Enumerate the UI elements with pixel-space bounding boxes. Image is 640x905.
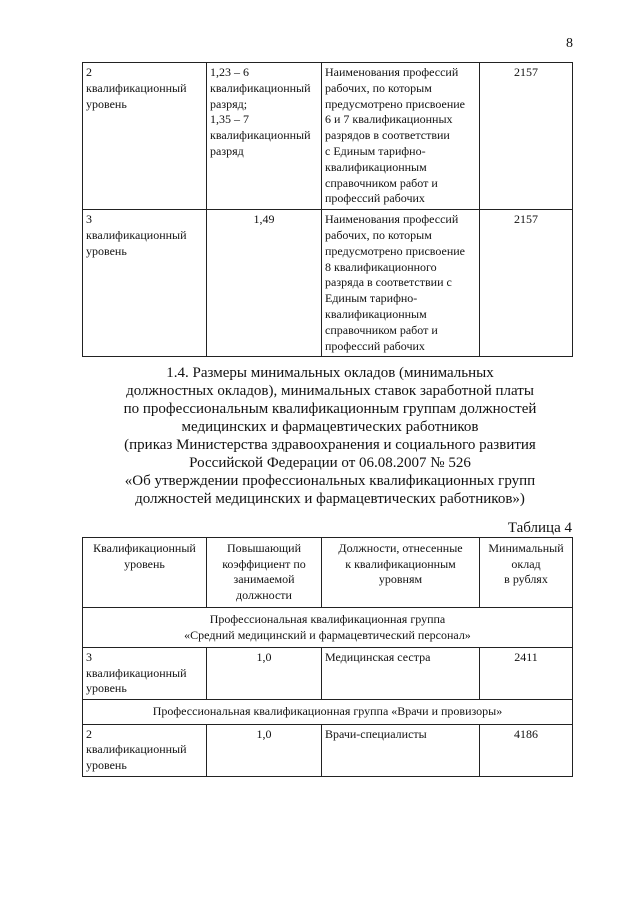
coefficient-cell: 1,0	[207, 724, 322, 776]
position-cell: Врачи-специалисты	[322, 724, 480, 776]
group-row	[83, 608, 573, 648]
group-title	[83, 608, 573, 648]
cell-line: квалификационный	[210, 128, 311, 143]
cell-line: квалификационный	[86, 227, 187, 242]
group-title-line: Профессиональная квалификационная группа «Врачи и провизоры»	[152, 704, 503, 719]
header-salary	[480, 538, 573, 608]
header-line: Квалификационный	[93, 541, 196, 555]
cell-line: уровень	[86, 96, 127, 111]
cell-line: 3	[86, 650, 92, 665]
header-positions	[322, 538, 480, 608]
table-4	[82, 537, 573, 777]
cell-line: 8 квалификационного	[325, 259, 437, 274]
heading-line: должностных окладов), минимальных ставок заработной платы	[126, 383, 534, 399]
table-row	[83, 63, 573, 210]
level-cell	[83, 724, 207, 776]
cell-line: уровень	[86, 681, 127, 696]
cell-line: уровень	[86, 243, 127, 258]
positions-cell	[322, 63, 480, 210]
header-coefficient	[207, 538, 322, 608]
level-cell	[83, 63, 207, 210]
cell-line: квалификационным	[325, 306, 427, 321]
cell-line: квалификационный	[210, 80, 311, 95]
cell-line: Наименования профессий	[325, 212, 459, 227]
cell-line: предусмотрено присвоение	[325, 243, 465, 258]
salary-cell: 2157	[480, 63, 573, 210]
group-title	[83, 700, 573, 725]
group-row	[83, 700, 573, 725]
cell-line: разрядов в соответствии	[325, 128, 450, 143]
coefficient-cell: 1,49	[207, 210, 322, 357]
heading-line: по профессиональным квалификационным группам должностей	[123, 401, 537, 417]
cell-line: рабочих, по которым	[325, 80, 432, 95]
qualification-table-continued	[82, 62, 573, 357]
cell-line: разряд	[210, 143, 244, 158]
header-level	[83, 538, 207, 608]
header-line: занимаемой	[233, 572, 295, 587]
cell-line: предусмотрено присвоение	[325, 96, 465, 111]
header-line: оклад	[511, 556, 541, 571]
header-line: Должности, отнесенные	[338, 541, 463, 555]
cell-line: профессий рабочих	[325, 191, 425, 206]
cell-line: квалификационным	[325, 159, 427, 174]
position-cell: Медицинская сестра	[322, 648, 480, 700]
cell-line: квалификационный	[86, 742, 187, 757]
salary-cell: 2157	[480, 210, 573, 357]
salary-cell: 4186	[480, 724, 573, 776]
heading-line: должностей медицинских и фармацевтических работников»)	[135, 491, 525, 507]
group-title-line: Профессиональная квалификационная группа	[209, 612, 446, 626]
header-line: уровень	[124, 556, 165, 571]
table-row	[83, 648, 573, 700]
cell-line: 2	[86, 65, 92, 79]
header-line: Минимальный	[488, 541, 564, 555]
coefficient-cell	[207, 63, 322, 210]
cell-line: Наименования профессий	[325, 65, 459, 79]
heading-line: 1.4. Размеры минимальных окладов (минимальных	[166, 365, 494, 381]
level-cell	[83, 210, 207, 357]
cell-line: квалификационный	[86, 665, 187, 680]
header-line: коэффициент по	[222, 556, 306, 571]
salary-cell: 2411	[480, 648, 573, 700]
table-row	[83, 210, 573, 357]
cell-line: справочником работ и	[325, 322, 438, 337]
level-cell	[83, 648, 207, 700]
heading-line: Российской Федерации от 06.08.2007 № 526	[189, 455, 471, 471]
cell-line: 1,23 – 6	[210, 65, 249, 79]
cell-line: справочником работ и	[325, 175, 438, 190]
page-number: 8	[566, 36, 573, 51]
cell-line: разряд;	[210, 96, 248, 111]
coefficient-cell: 1,0	[207, 648, 322, 700]
cell-line: 3	[86, 212, 92, 227]
cell-line: 6 и 7 квалификационных	[325, 112, 453, 127]
cell-line: профессий рабочих	[325, 338, 425, 353]
cell-line: рабочих, по которым	[325, 227, 432, 242]
cell-line: уровень	[86, 757, 127, 772]
header-line: к квалификационным	[345, 556, 456, 571]
header-line: уровням	[378, 572, 423, 587]
table-row	[83, 724, 573, 776]
cell-line: Единым тарифно-	[325, 291, 418, 306]
group-title-line: «Средний медицинский и фармацевтический персонал»	[184, 627, 471, 642]
section-heading	[60, 364, 600, 508]
cell-line: 1,35 – 7	[210, 112, 249, 127]
header-line: Повышающий	[226, 541, 301, 555]
positions-cell	[322, 210, 480, 357]
heading-line: «Об утверждении профессиональных квалификационных групп	[124, 473, 536, 489]
table-caption: Таблица 4	[507, 520, 572, 536]
cell-line: квалификационный	[86, 80, 187, 95]
heading-line: (приказ Министерства здравоохранения и социального развития	[124, 437, 536, 453]
header-line: должности	[236, 587, 292, 602]
cell-line: с Единым тарифно-	[325, 143, 426, 158]
heading-line: медицинских и фармацевтических работников	[181, 419, 479, 435]
cell-line: разряда в соответствии с	[325, 275, 452, 290]
table-header-row	[83, 538, 573, 608]
cell-line: 2	[86, 726, 92, 741]
header-line: в рублях	[504, 572, 548, 587]
